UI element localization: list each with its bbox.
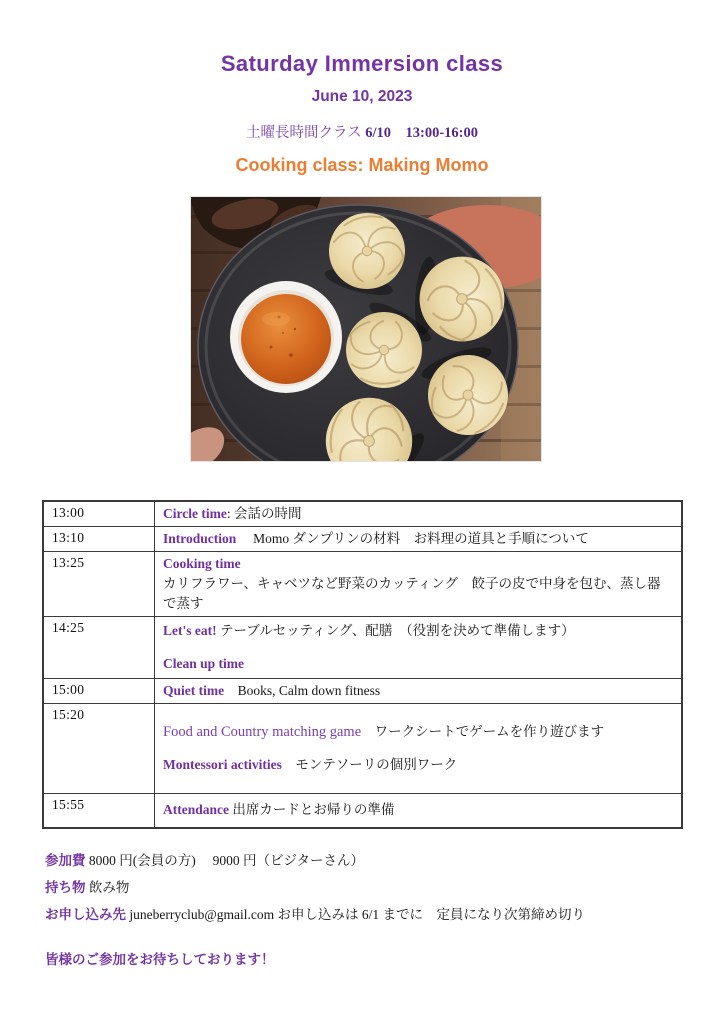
text-segment: 飲み物 <box>85 880 130 895</box>
table-row <box>43 527 682 552</box>
footer-line <box>45 851 685 870</box>
activity-line <box>163 574 673 614</box>
text-segment: Clean up time <box>163 656 244 671</box>
schedule-table <box>42 500 683 829</box>
table-row <box>43 794 682 828</box>
table-row <box>43 501 682 527</box>
time-cell: 13:25 <box>43 552 155 617</box>
activity-line <box>163 755 673 775</box>
footer-info <box>45 851 685 977</box>
time-cell: 13:00 <box>43 501 155 527</box>
activity-line <box>163 654 673 674</box>
table-row <box>43 552 682 617</box>
table-row <box>43 617 682 679</box>
footer-line <box>45 950 685 969</box>
text-segment: Montessori activities <box>163 757 282 772</box>
japanese-class-line <box>0 121 724 142</box>
activity-line <box>163 504 673 524</box>
activity-line <box>163 621 673 641</box>
time-cell: 15:00 <box>43 679 155 704</box>
text-segment: お申し込み先 <box>45 907 126 922</box>
course-title: Cooking class: Making Momo <box>235 155 489 175</box>
text-segment: juneberryclub@gmail.com お申し込みは 6/1 までに 定員になり次第締め切り <box>126 907 586 922</box>
text-segment: 8000 円(会員の方) 9000 円（ビジターさん） <box>85 853 364 868</box>
footer-line <box>45 878 685 897</box>
text-segment: Food and Country matching game <box>163 724 362 740</box>
activity-cell <box>155 501 683 527</box>
time-cell: 14:25 <box>43 617 155 679</box>
text-segment: Momo ダンプリンの材料 お料理の道具と手順について <box>236 531 589 546</box>
activity-cell <box>155 552 683 617</box>
text-segment: 出席カードとお帰りの準備 <box>229 802 395 818</box>
text-segment: 皆様のご参加をお待ちしております！ <box>45 952 275 967</box>
text-segment: 持ち物 <box>45 880 86 895</box>
time-cell: 15:20 <box>43 704 155 794</box>
activity-line <box>163 800 673 820</box>
activity-cell <box>155 617 683 679</box>
text-segment: Let's eat! <box>163 623 217 638</box>
text-segment: ワークシートでゲームを作り遊びます <box>361 724 605 739</box>
activity-cell <box>155 794 683 828</box>
table-row <box>43 704 682 794</box>
time-cell: 13:10 <box>43 527 155 552</box>
text-segment: テーブルセッティング、配膳 （役割を決めて準備します） <box>216 623 575 638</box>
text-segment: Quiet time <box>163 683 225 698</box>
footer-line <box>45 905 685 924</box>
text-segment: カリフラワー、キャベツなど野菜のカッティング 餃子の皮で中身を包む、蒸し器で蒸す <box>163 576 661 611</box>
sauce-bowl <box>230 281 342 393</box>
activity-line <box>163 722 673 742</box>
text-segment: Introduction <box>163 531 237 546</box>
page-title: Saturday Immersion class <box>220 51 504 76</box>
blank-line <box>163 742 673 755</box>
jp-class-name: 土曜長時間クラス <box>246 125 366 141</box>
schedule-body <box>43 501 682 828</box>
text-segment: : 会話の時間 <box>226 506 302 521</box>
text-segment: Circle time <box>163 506 227 521</box>
activity-cell <box>155 527 683 552</box>
momo-photo <box>190 196 542 462</box>
activity-cell <box>155 704 683 794</box>
activity-line <box>163 681 673 701</box>
text-segment: 参加費 <box>45 853 86 868</box>
text-segment: Books, Calm down fitness <box>224 683 381 698</box>
activity-line <box>163 529 673 549</box>
text-segment: Cooking time <box>163 556 241 571</box>
table-row <box>43 679 682 704</box>
activity-cell <box>155 679 683 704</box>
time-cell: 15:55 <box>43 794 155 828</box>
event-date: June 10, 2023 <box>311 88 413 105</box>
text-segment: モンテソーリの個別ワーク <box>281 757 458 772</box>
activity-line <box>163 554 673 574</box>
text-segment: Attendance <box>163 802 229 818</box>
jp-class-time: 6/10 13:00-16:00 <box>365 125 478 141</box>
blank-line <box>163 641 673 654</box>
